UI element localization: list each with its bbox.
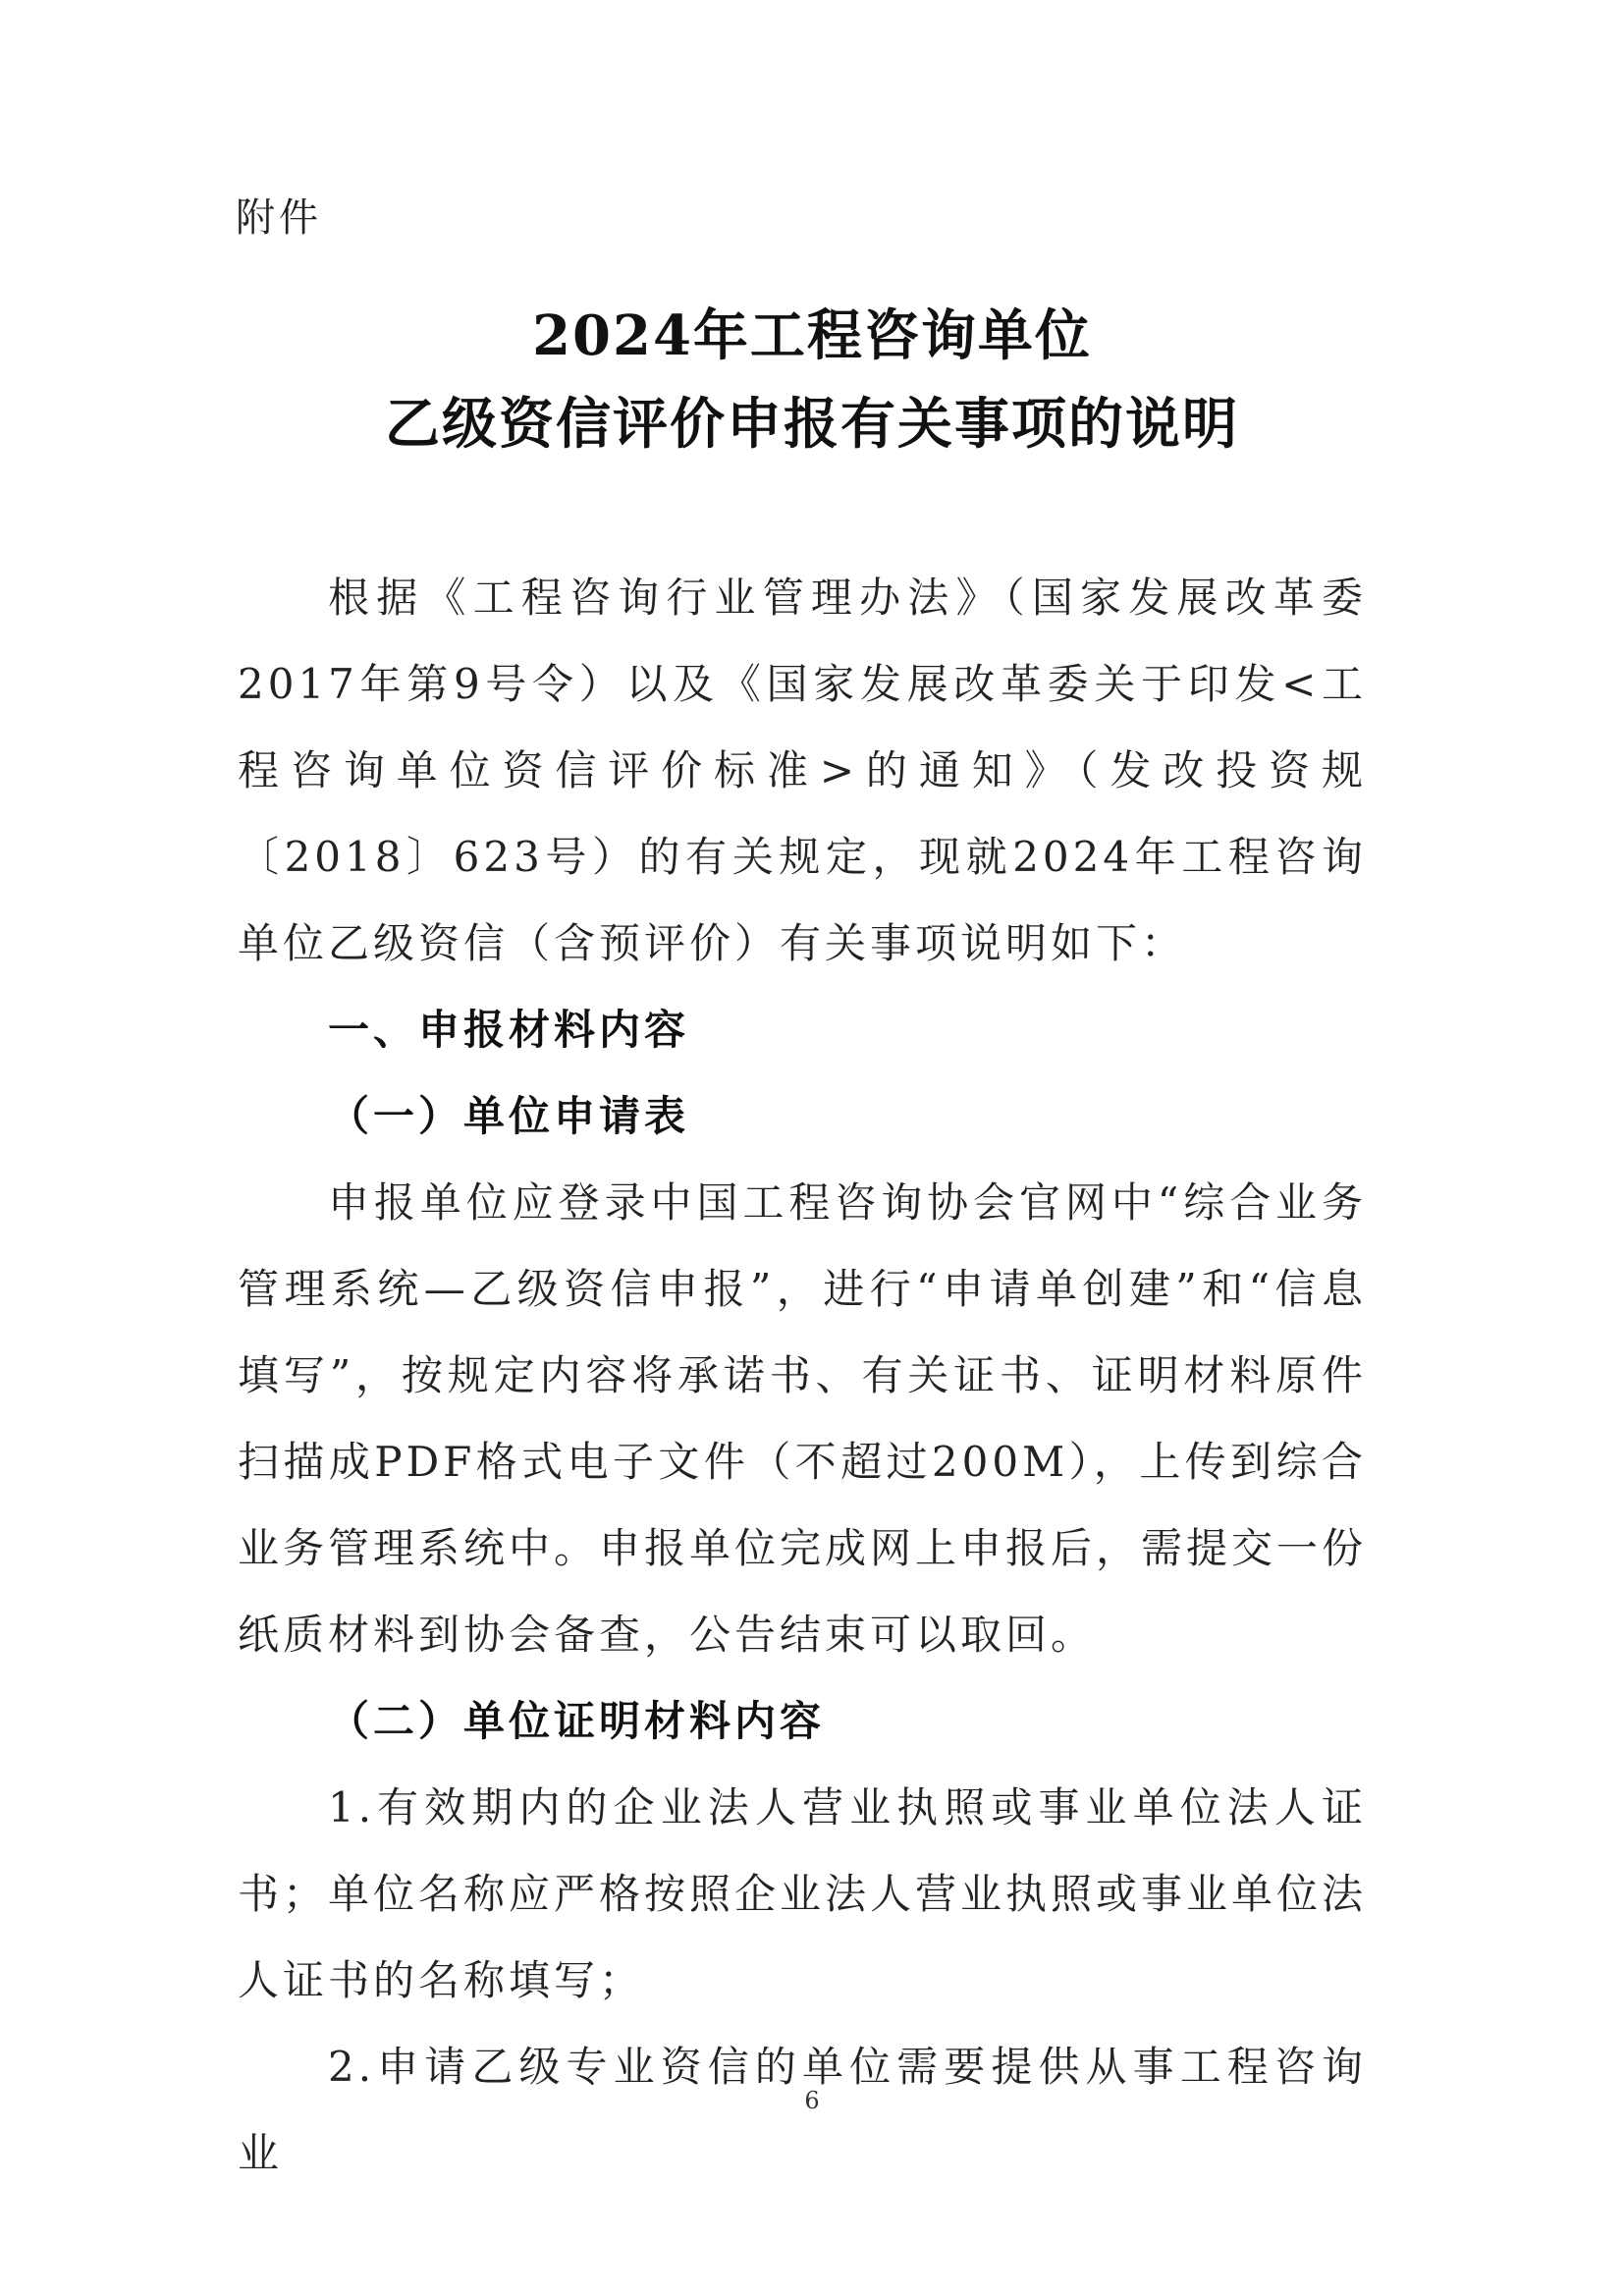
page-number: 6 <box>804 2087 820 2114</box>
subsection-heading-proof-materials: （二）单位证明材料内容 <box>328 1697 826 1745</box>
document-title-line-1: 2024年工程咨询单位 <box>532 303 1092 368</box>
section-heading-materials: 一、申报材料内容 <box>328 1006 690 1054</box>
list-item-business-license: 1.有效期内的企业法人营业执照或事业单位法人证书；单位名称应严格按照企业法人营业执照或事业单位法人证书的名称填写； <box>238 1783 1368 2004</box>
subsection-heading-application-form: （一）单位申请表 <box>328 1092 690 1140</box>
application-form-paragraph: 申报单位应登录中国工程咨询协会官网中“综合业务管理系统—乙级资信申报”，进行“申请单创建”和“信息填写”，按规定内容将承诺书、有关证书、证明材料原件扫描成PDF格式电子文件（不超过200M），上传到综合业务管理系统中。申报单位完成网上申报后，需提交一份纸质材料到协会备查，公告结束可以取回。 <box>238 1178 1368 1659</box>
list-item-qualification-proof: 2.申请乙级专业资信的单位需要提供从事工程咨询业 <box>238 2043 1367 2177</box>
intro-paragraph: 根据《工程咨询行业管理办法》（国家发展改革委2017年第9号令）以及《国家发展改革委关于印发<工程咨询单位资信评价标准>的通知》（发改投资规〔2018〕623号）的有关规定，现就2024年工程咨询单位乙级资信（含预评价）有关事项说明如下： <box>238 574 1367 967</box>
document-body <box>238 555 1367 2197</box>
attachment-label: 附件 <box>236 195 322 241</box>
document-title-line-2: 乙级资信评价申报有关事项的说明 <box>385 392 1239 457</box>
